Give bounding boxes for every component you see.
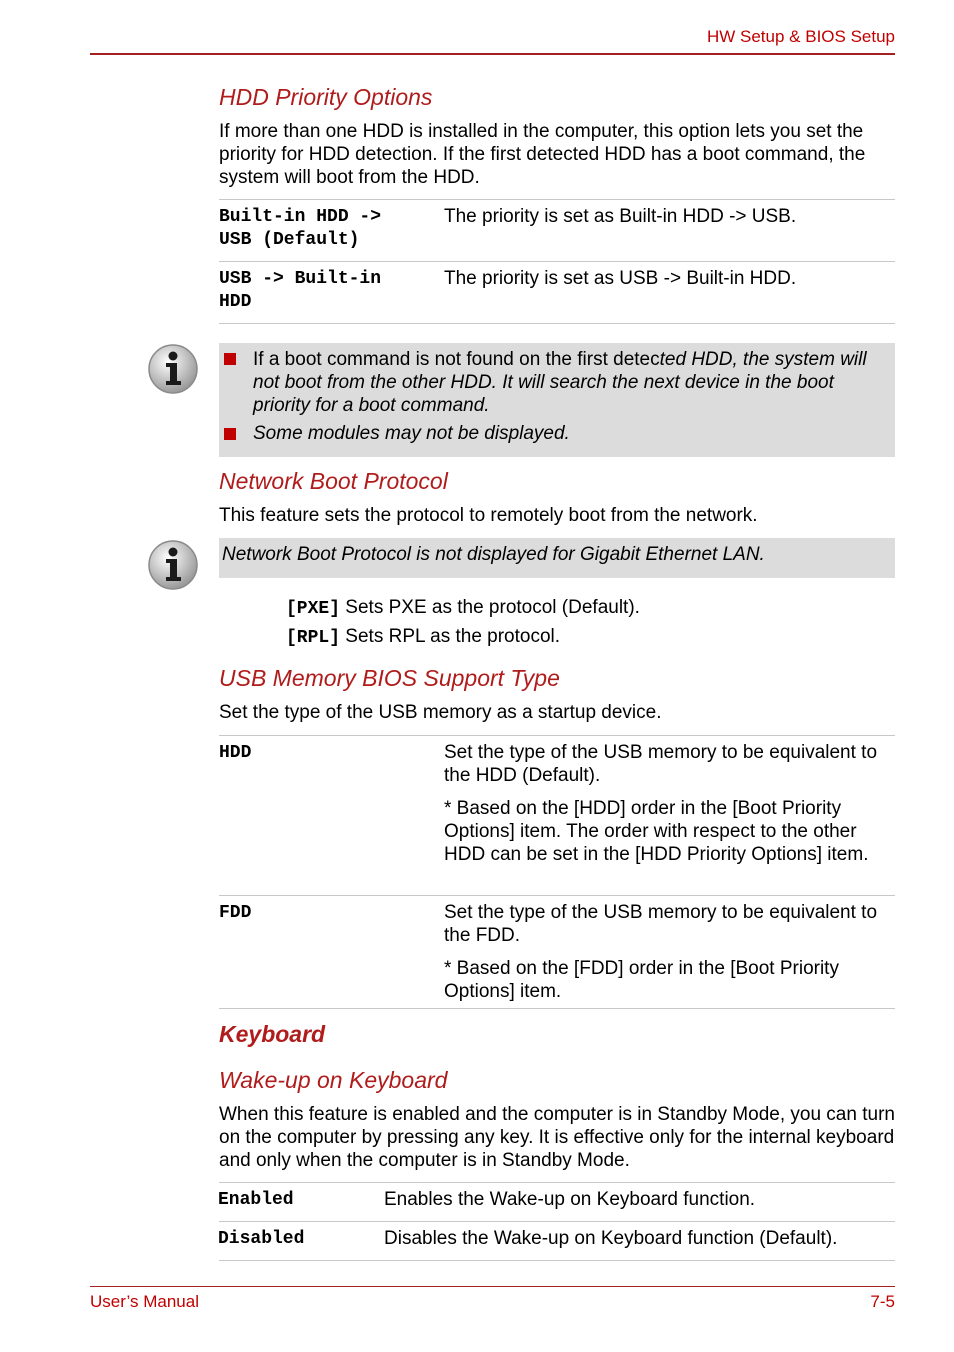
paragraph-network-boot: This feature sets the protocol to remotely boot from the network. (219, 505, 758, 526)
option-description: Set the type of the USB memory to be equivalent to the HDD (Default). * Based on the [HDD] order in the [Boot Priority Options] item. The order with respect to the other HDD can be set in the [HDD Priority Options] item. (444, 742, 878, 865)
header-divider (90, 53, 895, 55)
option-key: Enabled (218, 1190, 294, 1210)
footer-manual-title: User’s Manual (90, 1292, 199, 1311)
protocol-option-pxe: [PXE] Sets PXE as the protocol (Default). (286, 597, 640, 619)
paragraph-hdd-priority: If more than one HDD is installed in the computer, this option lets you set the priority for HDD detection. If the first detected HDD has a boot command, the system will boot from the HDD. (219, 121, 866, 188)
hdd-priority-table (219, 199, 895, 324)
usb-memory-table (219, 735, 895, 1009)
table-row (219, 261, 895, 324)
option-description: Disables the Wake-up on Keyboard function (Default). (384, 1228, 838, 1249)
info-icon (147, 343, 199, 395)
section-heading-usb-memory: USB Memory BIOS Support Type (219, 665, 560, 691)
option-key: Disabled (218, 1229, 305, 1249)
paragraph-wake-up: When this feature is enabled and the computer is in Standby Mode, you can turn on the computer by pressing any key. It is effective only for the internal keyboard and only when the computer is in Standby Mode. (219, 1104, 895, 1171)
table-row (219, 1182, 895, 1221)
table-row (219, 199, 895, 261)
table-row (219, 895, 895, 1009)
note-bullet-text: If a boot command is not found on the first detected HDD, the system will not boot from the other HDD. It will search the next device in the boot priority for a boot command. (253, 349, 867, 416)
info-icon (147, 539, 199, 591)
table-row (219, 1221, 895, 1261)
option-description: The priority is set as USB -> Built-in HDD. (444, 268, 797, 289)
option-key: USB -> Built-in HDD (219, 269, 382, 312)
section-heading-keyboard: Keyboard (219, 1021, 326, 1047)
protocol-option-rpl: [RPL] Sets RPL as the protocol. (286, 626, 561, 648)
note-box-hdd (219, 343, 895, 457)
note-box-network (219, 538, 895, 578)
section-heading-hdd-priority: HDD Priority Options (219, 84, 433, 110)
subsection-heading-wake-up: Wake-up on Keyboard (219, 1067, 448, 1093)
wake-up-table (219, 1182, 895, 1261)
running-header: HW Setup & BIOS Setup (706, 27, 895, 46)
paragraph-usb-memory: Set the type of the USB memory as a startup device. (219, 702, 662, 723)
option-description: Set the type of the USB memory to be equivalent to the FDD. * Based on the [FDD] order in the [Boot Priority Options] item. (444, 902, 878, 1002)
square-bullet-icon (224, 428, 236, 440)
section-heading-network-boot: Network Boot Protocol (219, 468, 448, 494)
option-key: HDD (219, 743, 252, 763)
footer-divider (90, 1286, 895, 1287)
note-text: Network Boot Protocol is not displayed for Gigabit Ethernet LAN. (222, 544, 765, 565)
square-bullet-icon (224, 353, 236, 365)
option-key: Built-in HDD -> USB (Default) (219, 207, 382, 250)
page-number: 7-5 (870, 1292, 895, 1311)
table-row (219, 735, 895, 895)
option-description: Enables the Wake-up on Keyboard function. (384, 1189, 756, 1210)
option-key: FDD (219, 903, 252, 923)
option-description: The priority is set as Built-in HDD -> USB. (444, 206, 797, 227)
note-bullet-text: Some modules may not be displayed. (253, 423, 570, 444)
